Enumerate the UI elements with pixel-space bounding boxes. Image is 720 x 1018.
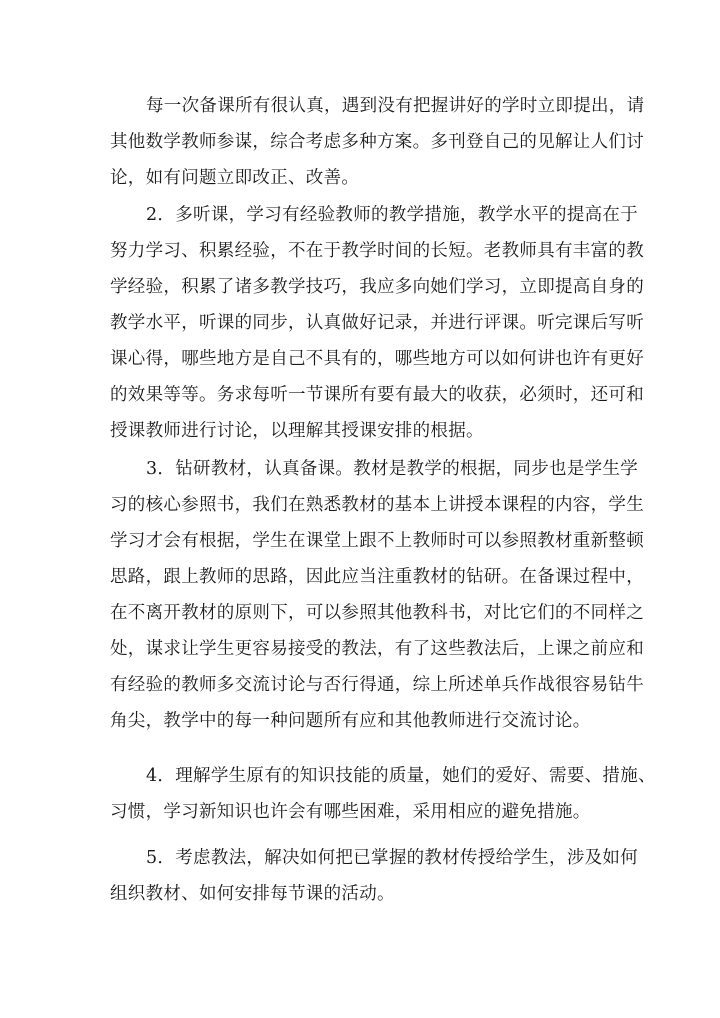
- text-line: 授课教师进行讨论，以理解其授课安排的根据。: [110, 421, 484, 441]
- text-line: 的效果等等。务求每听一节课所有要有最大的收获，必须时，还可和: [110, 385, 644, 405]
- text-line: 思路，跟上教师的思路，因此应当注重教材的钻研。在备课过程中，: [110, 567, 644, 587]
- text-line: 教学水平，听课的同步，认真做好记录，并进行评课。听完课后写听: [110, 313, 644, 333]
- text-line: 3．钻研教材，认真备课。教材是教学的根据，同步也是学生学: [146, 459, 639, 479]
- text-line: 4．理解学生原有的知识技能的质量，她们的爱好、需要、措施、: [146, 766, 656, 786]
- text-line: 学习才会有根据，学生在课堂上跟不上教师时可以参照教材重新整顿: [110, 531, 644, 551]
- text-line: 学经验，积累了诸多教学技巧，我应多向她们学习，立即提高自身的: [110, 277, 644, 297]
- text-line: 其他数学教师参谋，综合考虑多种方案。多刊登自己的见解让人们讨: [110, 132, 644, 152]
- text-line: 课心得，哪些地方是自己不具有的，哪些地方可以如何讲也许有更好: [110, 349, 644, 369]
- text-line: 每一次备课所有很认真，遇到没有把握讲好的学时立即提出，请: [146, 96, 645, 116]
- text-line: 角尖，教学中的每一种问题所有应和其他教师进行交流讨论。: [110, 711, 591, 731]
- text-line: 5．考虑教法，解决如何把已掌握的教材传授给学生，涉及如何: [146, 848, 639, 868]
- text-line: 2．多听课，学习有经验教师的教学措施，教学水平的提高在于: [146, 205, 639, 225]
- text-line: 在不离开教材的原则下，可以参照其他教科书，对比它们的不同样之: [110, 603, 644, 623]
- text-line: 处，谋求让学生更容易接受的教法，有了这些教法后，上课之前应和: [110, 639, 644, 659]
- text-line: 习的核心参照书，我们在熟悉教材的基本上讲授本课程的内容，学生: [110, 495, 644, 515]
- text-line: 论，如有问题立即改正、改善。: [110, 168, 360, 188]
- text-line: 组织教材、如何安排每节课的活动。: [110, 884, 395, 904]
- text-line: 有经验的教师多交流讨论与否行得通，综上所述单兵作战很容易钻牛: [110, 675, 644, 695]
- text-line: 习惯，学习新知识也许会有哪些困难，采用相应的避免措施。: [110, 802, 591, 822]
- text-line: 努力学习、积累经验，不在于教学时间的长短。老教师具有丰富的教: [110, 241, 644, 261]
